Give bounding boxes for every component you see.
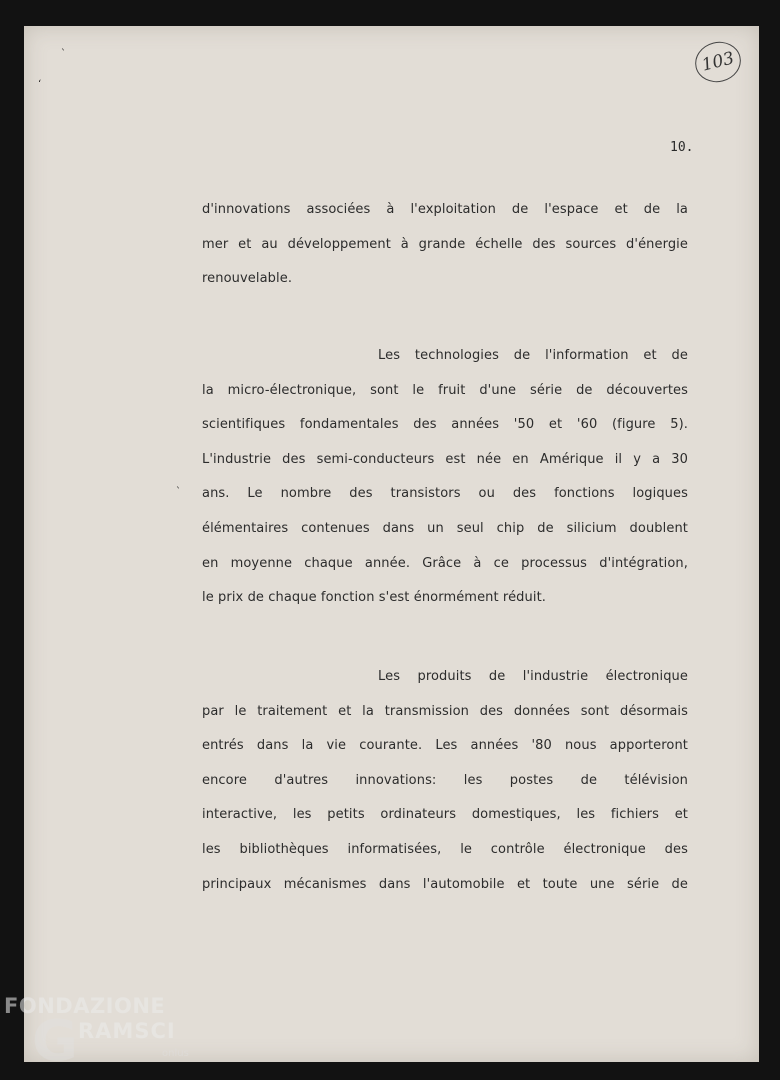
fondazione-gramsci-watermark [4, 994, 204, 1078]
text-line: en moyenne chaque année. Grâce à ce processus d'intégration, [202, 555, 688, 571]
stray-mark: ` [61, 49, 66, 60]
archive-page-number [691, 37, 745, 87]
watermark-line-1: FONDAZIONE [4, 994, 166, 1018]
stray-mark: ‘ [38, 79, 42, 90]
watermark-initial: G [32, 1009, 78, 1074]
text-line: scientifiques fondamentales des années '50 et '60 (figure 5). [202, 417, 688, 433]
text-line: les bibliothèques informatisées, le contrôle électronique des [202, 841, 688, 857]
text-line: ans. Le nombre des transistors ou des fonctions logiques [202, 486, 688, 502]
text-line: d'innovations associées à l'exploitation de l'espace et de la [202, 202, 688, 217]
watermark-line-2: RAMSCI [78, 1019, 176, 1043]
watermark-suffix: onlus [162, 1048, 189, 1059]
text-line: mer et au développement à grande échelle des sources d'énergie [202, 236, 688, 252]
text-line: encore d'autres innovations: les postes de télévision [202, 772, 688, 788]
document-page [24, 26, 759, 1062]
paragraph-3 [202, 660, 688, 902]
text-line: principaux mécanismes dans l'automobile et toute une série de [202, 876, 688, 892]
page-number: 10. [670, 140, 694, 155]
text-line: renouvelable. [202, 271, 293, 287]
text-line: par le traitement et la transmission des données sont désormais [202, 703, 688, 719]
text-line: entrés dans la vie courante. Les années '80 nous apporteront [202, 738, 688, 754]
text-line: la micro-électronique, sont le fruit d'une série de découvertes [202, 382, 688, 398]
paragraph-2 [202, 339, 688, 616]
text-line: L'industrie des semi-conducteurs est née en Amérique il y a 30 [202, 451, 688, 467]
text-line: Les produits de l'industrie électronique [378, 669, 688, 684]
text-line: le prix de chaque fonction s'est énormément réduit. [202, 590, 547, 606]
stray-mark: ` [176, 487, 181, 498]
archive-page-number-text: 103 [699, 48, 737, 76]
text-line: élémentaires contenues dans un seul chip de silicium doublent [202, 520, 688, 536]
text-line: interactive, les petits ordinateurs domestiques, les fichiers et [202, 807, 688, 823]
text-line: Les technologies de l'information et de [378, 348, 688, 363]
paragraph-1 [202, 193, 688, 297]
